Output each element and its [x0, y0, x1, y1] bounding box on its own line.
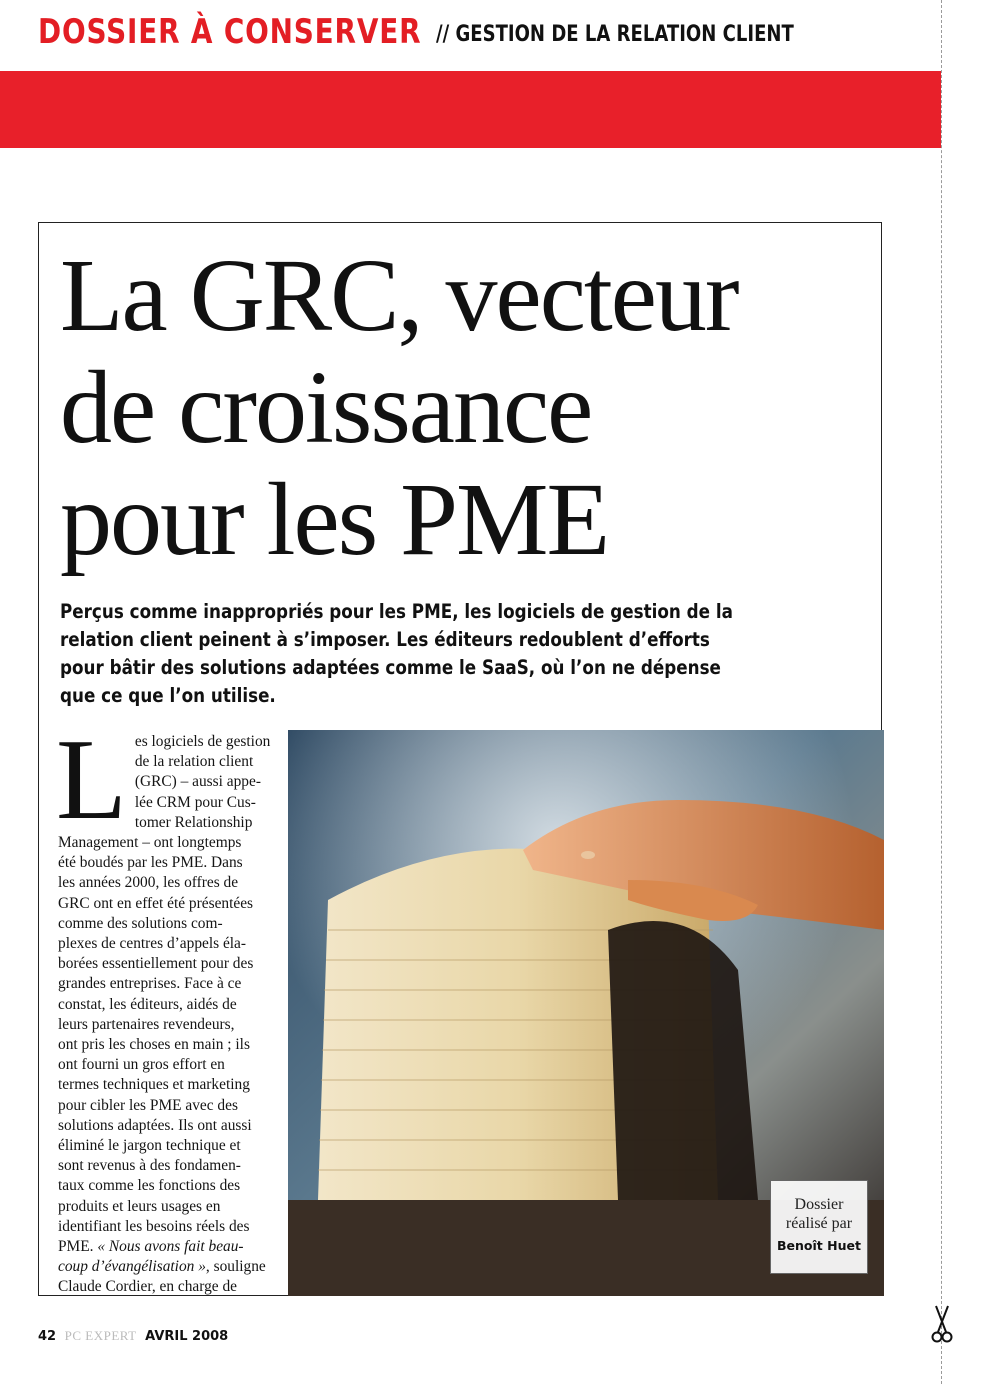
cut-guide-line	[941, 0, 942, 1384]
body-line: les années 2000, les offres de	[58, 874, 239, 892]
headline-line-3: pour les PME	[60, 462, 608, 577]
body-line: plexes de centres d’appels éla-	[58, 935, 247, 953]
body-line: Management – ont longtemps	[58, 834, 242, 852]
body-line: (GRC) – aussi appe-	[134, 773, 261, 791]
headline-line-1: La GRC, vecteur	[60, 238, 738, 353]
body-line: comme des solutions com-	[58, 914, 223, 932]
page-footer	[38, 1328, 228, 1344]
magazine-name: PC EXPERT	[64, 1328, 137, 1343]
issue-date: AVRIL 2008	[145, 1329, 229, 1344]
body-line: PME. « Nous avons fait beau-	[58, 1238, 244, 1256]
body-line: éliminé le jargon technique et	[58, 1137, 241, 1155]
author-credit	[770, 1180, 868, 1274]
body-line: tomer Relationship	[134, 813, 253, 831]
scissors-icon	[928, 1304, 956, 1344]
credit-line-1: Dossier	[794, 1196, 844, 1213]
body-line: grandes entreprises. Face à ce	[58, 975, 242, 993]
body-line: leurs partenaires revendeurs,	[58, 1015, 235, 1033]
article-lead: Perçus comme inappropriés pour les PME, les logiciels de gestion de la relation client peinent à s’imposer. Les éditeurs redoublent d’efforts pour bâtir des solutions adaptées comme le SaaS, où l’on ne dépense que ce que l’on utilise.	[60, 600, 733, 707]
article-body	[56, 716, 271, 1298]
body-line: GRC ont en effet été présentées	[58, 894, 254, 912]
body-line: de la relation client	[134, 753, 254, 771]
body-line: sont revenus à des fondamen-	[58, 1157, 241, 1175]
red-banner	[0, 71, 941, 148]
body-line: solutions adaptées. Ils ont aussi	[58, 1116, 252, 1134]
body-line: coup d’évangélisation », souligne	[58, 1258, 266, 1276]
body-line: taux comme les fonctions des	[58, 1177, 241, 1195]
page-header	[38, 12, 918, 62]
page-number: 42	[38, 1329, 57, 1344]
credit-author: Benoît Huet	[777, 1238, 861, 1253]
body-line: ont pris les choses en main ; ils	[58, 1036, 250, 1054]
body-line: es logiciels de gestion	[134, 733, 271, 750]
section-subtitle: // GESTION DE LA RELATION CLIENT	[436, 22, 794, 47]
section-title: DOSSIER À CONSERVER	[38, 12, 422, 52]
body-line: lée CRM pour Cus-	[134, 793, 256, 811]
body-line: Claude Cordier, en charge de	[58, 1278, 238, 1296]
body-line: identifiant les besoins réels des	[58, 1217, 250, 1235]
body-line: produits et leurs usages en	[58, 1197, 221, 1215]
body-line: été boudés par les PME. Dans	[58, 854, 243, 872]
body-line: pour cibler les PME avec des	[58, 1096, 238, 1114]
body-line: constat, les éditeurs, aidés de	[58, 995, 237, 1013]
body-line: termes techniques et marketing	[58, 1076, 250, 1094]
drop-cap: L	[56, 716, 127, 844]
body-line: borées essentiellement pour des	[58, 955, 254, 973]
headline-line-2: de croissance	[60, 350, 592, 465]
article-headline	[60, 240, 860, 576]
credit-line-2: réalisé par	[785, 1215, 853, 1232]
body-line: ont fourni un gros effort en	[58, 1056, 225, 1074]
